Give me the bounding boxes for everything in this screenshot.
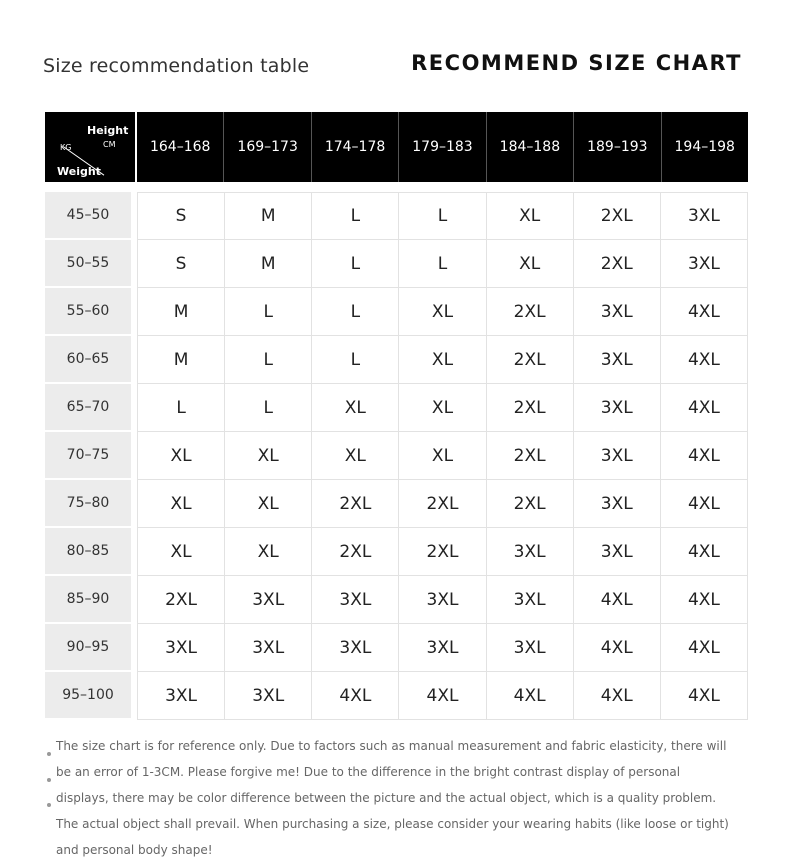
size-cell: 2XL [574, 240, 661, 288]
size-cell: L [225, 288, 312, 336]
table-row [45, 288, 748, 336]
size-cell: 3XL [225, 624, 312, 672]
size-cell: L [225, 384, 312, 432]
size-cell: 4XL [661, 576, 748, 624]
size-cell: 4XL [661, 528, 748, 576]
size-cell: 2XL [137, 576, 225, 624]
size-cell: S [137, 192, 225, 240]
note-bullet [47, 752, 51, 756]
size-cell: 2XL [487, 432, 574, 480]
height-column-header: 179–183 [399, 112, 486, 182]
size-cell: XL [312, 432, 399, 480]
size-cell: 3XL [661, 192, 748, 240]
size-cell: XL [399, 336, 486, 384]
size-cell: 3XL [312, 576, 399, 624]
weight-cell: 70–75 [45, 432, 131, 480]
height-label: Height [87, 124, 129, 137]
size-cell: 3XL [399, 576, 486, 624]
note-bullet [47, 803, 51, 807]
size-cell: 2XL [574, 192, 661, 240]
size-cell: 3XL [487, 528, 574, 576]
size-cell: 3XL [487, 576, 574, 624]
cm-unit-label: CM [103, 140, 116, 149]
kg-unit-label: KG [60, 143, 72, 152]
size-cell: 2XL [312, 480, 399, 528]
weight-cell: 95–100 [45, 672, 131, 720]
size-cell: 2XL [487, 384, 574, 432]
size-cell: M [137, 336, 225, 384]
note-bullet [47, 778, 51, 782]
size-cell: 4XL [661, 336, 748, 384]
weight-cell: 85–90 [45, 576, 131, 624]
size-cell: M [225, 192, 312, 240]
size-cell: 3XL [225, 672, 312, 720]
size-cell: 3XL [225, 576, 312, 624]
size-cell: XL [225, 480, 312, 528]
table-row [45, 576, 748, 624]
table-row [45, 528, 748, 576]
size-cell: 2XL [399, 528, 486, 576]
size-table-body [45, 192, 748, 720]
height-columns [137, 112, 748, 182]
size-cell: L [312, 288, 399, 336]
table-row [45, 384, 748, 432]
weight-cell: 90–95 [45, 624, 131, 672]
size-cell: 4XL [487, 672, 574, 720]
size-cell: 2XL [487, 288, 574, 336]
height-column-header: 184–188 [487, 112, 574, 182]
size-cell: 4XL [661, 624, 748, 672]
table-row [45, 624, 748, 672]
size-cell: 3XL [574, 384, 661, 432]
size-cell: 4XL [574, 576, 661, 624]
height-column-header: 164–168 [137, 112, 224, 182]
size-cell: S [137, 240, 225, 288]
size-cell: 3XL [137, 624, 225, 672]
table-row [45, 672, 748, 720]
height-column-header: 174–178 [312, 112, 399, 182]
size-cell: M [137, 288, 225, 336]
size-cell: 4XL [574, 672, 661, 720]
table-row [45, 192, 748, 240]
weight-cell: 80–85 [45, 528, 131, 576]
size-cell: 2XL [399, 480, 486, 528]
size-cell: XL [225, 432, 312, 480]
size-cell: L [399, 240, 486, 288]
size-cell: XL [399, 288, 486, 336]
weight-cell: 45–50 [45, 192, 131, 240]
size-cell: 4XL [661, 288, 748, 336]
size-cell: XL [399, 384, 486, 432]
size-cell: XL [137, 432, 225, 480]
height-column-header: 194–198 [674, 139, 735, 155]
weight-cell: 75–80 [45, 480, 131, 528]
page-title: RECOMMEND SIZE CHART [411, 51, 742, 75]
size-cell: L [137, 384, 225, 432]
size-cell: 2XL [487, 480, 574, 528]
size-cell: 3XL [399, 624, 486, 672]
size-cell: M [225, 240, 312, 288]
size-cell: XL [137, 480, 225, 528]
table-row [45, 432, 748, 480]
weight-label: Weight [57, 165, 101, 178]
table-row [45, 480, 748, 528]
size-cell: 4XL [661, 432, 748, 480]
table-subtitle: Size recommendation table [43, 55, 310, 77]
size-cell: L [225, 336, 312, 384]
size-cell: 3XL [487, 624, 574, 672]
weight-cell: 55–60 [45, 288, 131, 336]
size-cell: XL [487, 240, 574, 288]
size-cell: L [312, 336, 399, 384]
size-cell: 4XL [661, 480, 748, 528]
size-cell: XL [137, 528, 225, 576]
size-cell: 3XL [574, 480, 661, 528]
size-cell: L [312, 240, 399, 288]
size-cell: 4XL [661, 384, 748, 432]
weight-cell: 65–70 [45, 384, 131, 432]
size-cell: 3XL [661, 240, 748, 288]
weight-cell: 60–65 [45, 336, 131, 384]
size-cell: 3XL [574, 336, 661, 384]
size-cell: 2XL [487, 336, 574, 384]
size-cell: L [399, 192, 486, 240]
table-header [45, 112, 748, 182]
table-row [45, 336, 748, 384]
size-cell: XL [487, 192, 574, 240]
size-cell: 3XL [137, 672, 225, 720]
size-cell: 2XL [312, 528, 399, 576]
size-cell: XL [225, 528, 312, 576]
size-cell: XL [399, 432, 486, 480]
disclaimer-note: The size chart is for reference only. Due to factors such as manual measurement and fabric elasticity, there will be an error of 1-3CM. Please forgive me! Due to the difference in the bright contrast display of personal displays, there may be color difference between the picture and the actual object, which is a quality problem. The actual object shall prevail. When purchasing a size, please consider your wearing habits (like loose or tight) and personal body shape! [56, 739, 729, 857]
size-cell: 3XL [312, 624, 399, 672]
size-cell: XL [312, 384, 399, 432]
size-cell: 4XL [399, 672, 486, 720]
height-column-header: 189–193 [574, 112, 661, 182]
size-cell: 4XL [661, 672, 748, 720]
table-row [45, 240, 748, 288]
corner-header-cell [45, 112, 137, 182]
size-cell: 4XL [574, 624, 661, 672]
size-cell: 4XL [312, 672, 399, 720]
height-column-header: 169–173 [224, 112, 311, 182]
size-cell: 3XL [574, 528, 661, 576]
size-cell: 3XL [574, 288, 661, 336]
size-cell: 3XL [574, 432, 661, 480]
weight-cell: 50–55 [45, 240, 131, 288]
size-cell: L [312, 192, 399, 240]
